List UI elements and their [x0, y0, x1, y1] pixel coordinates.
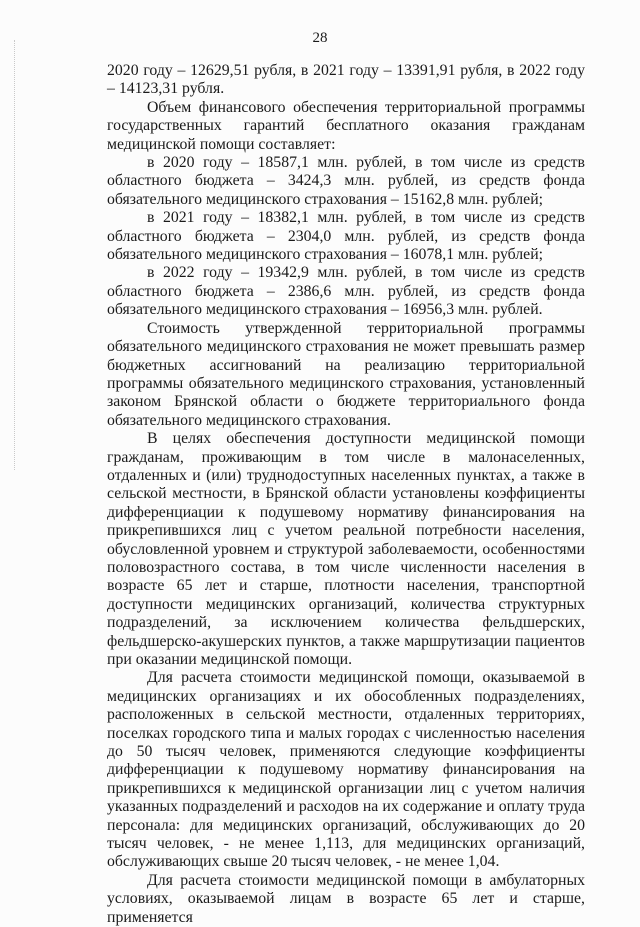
paragraph: В целях обеспечения доступности медицинской помощи гражданам, проживающим в том числе в малонаселенных, отдаленных и (или) труднодоступных населенных пунктах, а также в сельской местности, в Брянской области установлены коэффициенты дифференциации к подушевому нормативу финансирования на прикрепившихся лиц с учетом реальной потребности населения, обусловленной уровнем и структурой заболеваемости, особенностями половозрастного состава, в том числе численности населения в возрасте 65 лет и старше, плотности населения, транспортной доступности медицинских организаций, количества структурных подразделений, за исключением количества фельдшерских, фельдшерско-акушерских пунктов, а также маршрутизации пациентов при оказании медицинской помощи.	[107, 430, 585, 668]
list-item: в 2020 году – 18587,1 млн. рублей, в том числе из средств областного бюджета – 3424,3 млн. рублей, из средств фонда обязательного медицинского страхования – 15162,8 млн. рублей;	[107, 154, 585, 208]
list-item: в 2022 году – 19342,9 млн. рублей, в том числе из средств областного бюджета – 2386,6 млн. рублей, из средств фонда обязательного медицинского страхования – 16956,3 млн. рублей.	[107, 264, 585, 319]
paragraph: Для расчета стоимости медицинской помощи в амбулаторных условиях, оказываемой лицам в возрасте 65 лет и старше, применяется	[107, 871, 585, 926]
paragraph: Объем финансового обеспечения территориальной программы государственных гарантий бесплатного оказания гражданам медицинской помощи составляет:	[107, 98, 585, 153]
paragraph: 2020 году – 12629,51 рубля, в 2021 году – 13391,91 рубля, в 2022 году – 14123,31 рубля.	[107, 62, 585, 98]
paragraph: Стоимость утвержденной территориальной программы обязательного медицинского страхования не может превышать размер бюджетных ассигнований на реализацию территориальной программы обязательного медицинского страхования, установленный законом Брянской области о бюджете территориального фонда обязательного медицинского страхования.	[107, 319, 585, 429]
document-body	[107, 62, 585, 927]
page-number: 28	[312, 30, 328, 46]
scan-margin-artifact	[14, 40, 15, 470]
list-item: в 2021 году – 18382,1 млн. рублей, в том числе из средств областного бюджета – 2304,0 млн. рублей, из средств фонда обязательного медицинского страхования – 16078,1 млн. рублей;	[107, 209, 585, 264]
paragraph: Для расчета стоимости медицинской помощи, оказываемой в медицинских организациях и их обособленных подразделениях, расположенных в сельской местности, отдаленных территориях, поселках городского типа и малых городах с численностью населения до 50 тысяч человек, применяются следующие коэффициенты дифференциации к подушевому нормативу финансирования на прикрепившихся к медицинской организации лиц с учетом наличия указанных подразделений и расходов на их содержание и оплату труда персонала: для медицинских организаций, обслуживающих до 20 тысяч человек, - не менее 1,113, для медицинских организаций, обслуживающих свыше 20 тысяч человек, - не менее 1,04.	[107, 669, 585, 871]
